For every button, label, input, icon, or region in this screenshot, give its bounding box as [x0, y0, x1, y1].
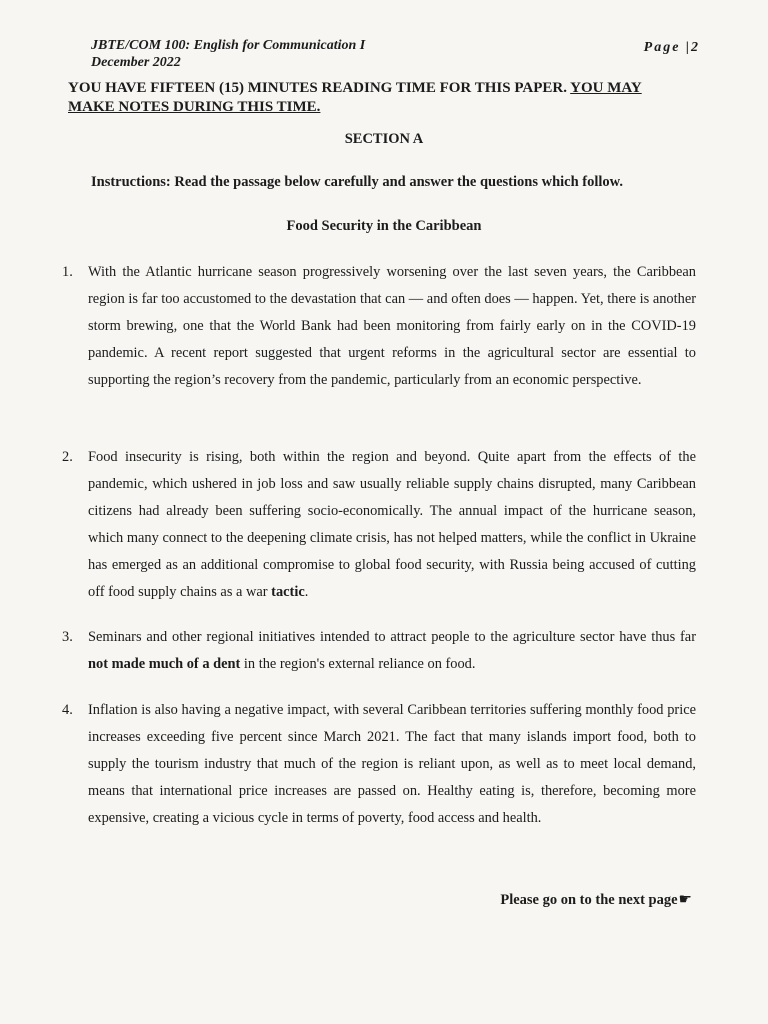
paragraph-text-after: in the region's external reliance on food.: [240, 656, 476, 672]
course-header: JBTE/COM 100: English for Communication I: [91, 38, 366, 53]
next-page-text: Please go on to the next page: [500, 892, 678, 908]
paragraph-4: [62, 697, 696, 832]
paragraph-number: 4.: [62, 702, 73, 718]
bold-word-tactic: tactic: [271, 584, 305, 600]
next-page-notice: [500, 890, 692, 909]
paragraph-number: 1.: [62, 264, 73, 280]
paragraph-3: [62, 624, 696, 678]
instructions: Instructions: Read the passage below carefully and answer the questions which follow.: [91, 174, 623, 190]
passage-title: Food Security in the Caribbean: [286, 218, 482, 234]
paragraph-text-after: .: [304, 584, 309, 600]
paragraph-1: [62, 259, 696, 394]
pointing-hand-icon: ☛: [678, 892, 692, 908]
paragraph-text: [88, 444, 696, 606]
page-number: Page |2: [643, 40, 700, 55]
notice-text: YOU HAVE FIFTEEN (15) MINUTES READING TIME FOR THIS PAPER.: [68, 80, 571, 96]
paragraph-number: 3.: [62, 629, 73, 645]
reading-time-notice: [68, 79, 688, 117]
section-heading: SECTION A: [344, 131, 424, 147]
paragraph-text: With the Atlantic hurricane season progressively worsening over the last seven years, the Caribbean region is far too accustomed to the devastation that can — and often does — happen. Yet, there is another storm brewing, one that the World Bank had been monitoring from fairly early on in the COVID-19 pandemic. A recent report suggested that urgent reforms in the agricultural sector are essential to supporting the region’s recovery from the pandemic, particularly from an economic perspective.: [88, 264, 696, 388]
paragraph-text-before: Seminars and other regional initiatives intended to attract people to the agriculture sector have thus far: [88, 629, 696, 645]
paragraph-2: [62, 444, 696, 606]
notice-underlined: YOU MAY MAKE NOTES DURING THIS TIME.: [68, 80, 642, 115]
exam-date: December 2022: [91, 55, 181, 70]
paragraph-text: [88, 624, 696, 678]
bold-phrase-dent: not made much of a dent: [88, 656, 241, 672]
paragraph-text-before: Food insecurity is rising, both within the region and beyond. Quite apart from the effects of the pandemic, which ushered in job loss and saw usually reliable supply chains disrupted, many Caribbean citizens had already been suffering socio-economically. The annual impact of the hurricane season, which many connect to the deepening climate crisis, has not helped matters, while the conflict in Ukraine has emerged as an additional compromise to global food security, with Russia being accused of cutting off food supply chains as a war: [88, 449, 696, 600]
paragraph-text: Inflation is also having a negative impact, with several Caribbean territories suffering monthly food price increases exceeding five percent since March 2021. The fact that many islands import food, both to supply the tourism industry that much of the region is reliant upon, as well as to meet local demand, means that international price increases are passed on. Healthy eating is, therefore, becoming more expensive, creating a vicious cycle in terms of poverty, food access and health.: [88, 702, 696, 826]
paragraph-number: 2.: [62, 449, 73, 465]
